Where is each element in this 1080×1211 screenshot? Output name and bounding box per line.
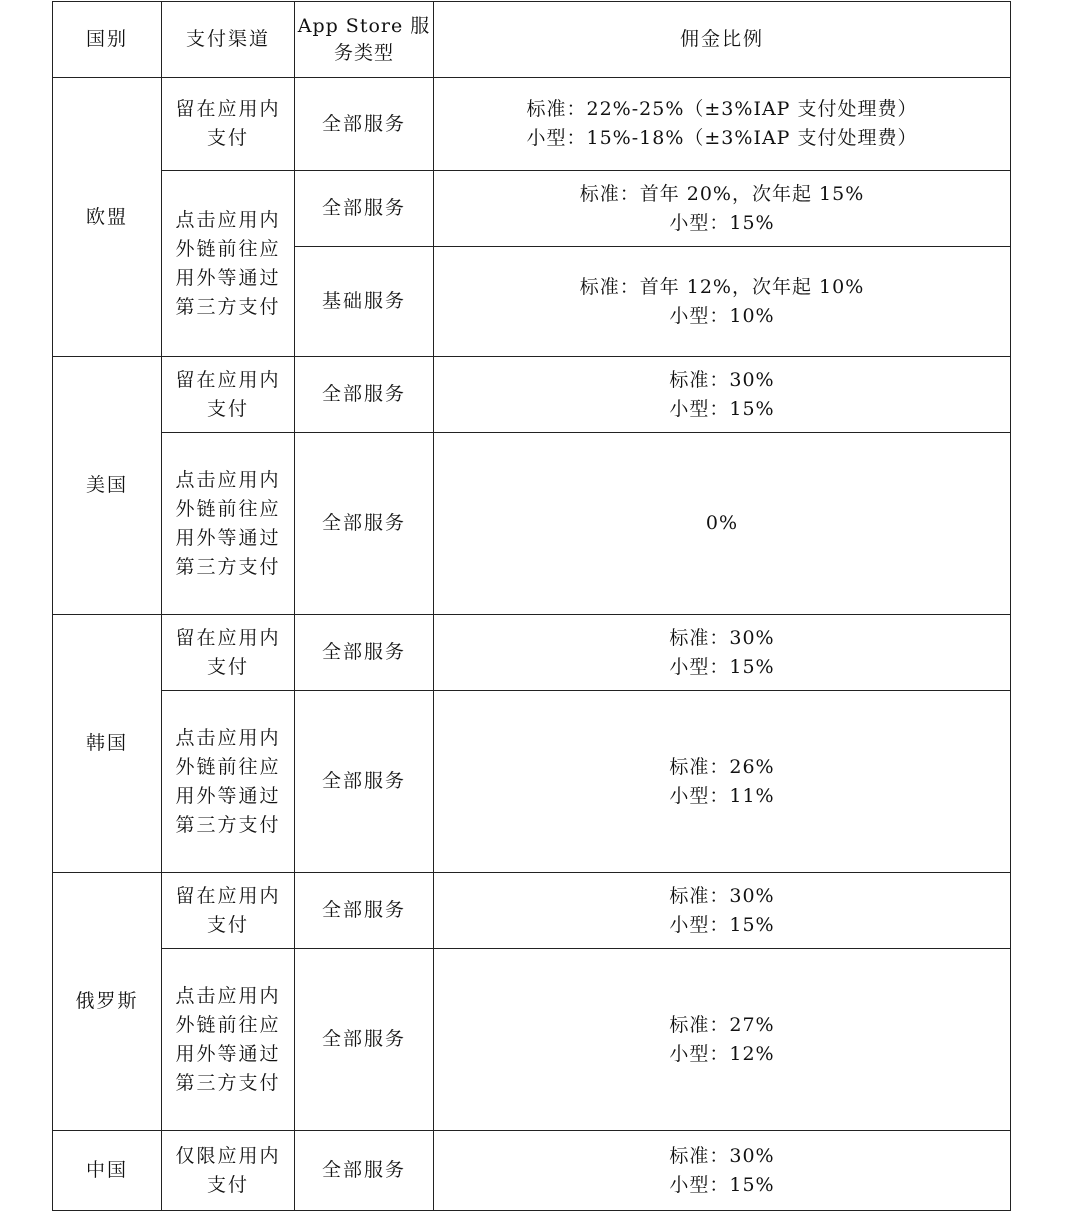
- channel-cell: 留在应用内 支付: [162, 873, 295, 949]
- service-cell: 全部服务: [295, 949, 434, 1131]
- table-row: [53, 873, 1011, 949]
- country-cell-china: 中国: [53, 1131, 162, 1211]
- service-cell: 全部服务: [295, 78, 434, 171]
- country-cell-korea: 韩国: [53, 615, 162, 873]
- channel-cell: 仅限应用内 支付: [162, 1131, 295, 1211]
- country-cell-eu: 欧盟: [53, 78, 162, 357]
- service-cell: 全部服务: [295, 691, 434, 873]
- table-row: [53, 357, 1011, 433]
- service-cell: 全部服务: [295, 357, 434, 433]
- service-cell: 全部服务: [295, 433, 434, 615]
- commission-cell: 标准：30% 小型：15%: [434, 873, 1011, 949]
- header-service-type: App Store 服 务类型: [295, 2, 434, 78]
- country-cell-russia: 俄罗斯: [53, 873, 162, 1131]
- table-row: [53, 78, 1011, 171]
- country-cell-us: 美国: [53, 357, 162, 615]
- commission-cell: 标准：首年 12%，次年起 10% 小型：10%: [434, 247, 1011, 357]
- channel-cell: 点击应用内 外链前往应 用外等通过 第三方支付: [162, 433, 295, 615]
- commission-cell: 标准：30% 小型：15%: [434, 357, 1011, 433]
- commission-cell: 标准：27% 小型：12%: [434, 949, 1011, 1131]
- channel-cell: 留在应用内 支付: [162, 357, 295, 433]
- commission-cell: 标准：首年 20%，次年起 15% 小型：15%: [434, 171, 1011, 247]
- table-row: [53, 691, 1011, 873]
- service-cell: 全部服务: [295, 615, 434, 691]
- table-row: [53, 949, 1011, 1131]
- service-cell: 全部服务: [295, 171, 434, 247]
- commission-cell: 标准：30% 小型：15%: [434, 1131, 1011, 1211]
- table-row: [53, 171, 1011, 247]
- service-cell: 全部服务: [295, 1131, 434, 1211]
- commission-cell: 0%: [434, 433, 1011, 615]
- channel-cell: 点击应用内 外链前往应 用外等通过 第三方支付: [162, 691, 295, 873]
- table-row: [53, 1131, 1011, 1211]
- commission-cell: 标准：30% 小型：15%: [434, 615, 1011, 691]
- channel-cell: 点击应用内 外链前往应 用外等通过 第三方支付: [162, 171, 295, 357]
- commission-table: [52, 1, 1011, 1211]
- header-channel: 支付渠道: [162, 2, 295, 78]
- table-row: [53, 615, 1011, 691]
- header-row: [53, 2, 1011, 78]
- header-country: 国别: [53, 2, 162, 78]
- channel-cell: 留在应用内 支付: [162, 615, 295, 691]
- header-commission: 佣金比例: [434, 2, 1011, 78]
- service-cell: 基础服务: [295, 247, 434, 357]
- channel-cell: 留在应用内 支付: [162, 78, 295, 171]
- commission-cell: 标准：26% 小型：11%: [434, 691, 1011, 873]
- commission-cell: 标准：22%-25%（±3%IAP 支付处理费） 小型：15%-18%（±3%IAP 支付处理费）: [434, 78, 1011, 171]
- channel-cell: 点击应用内 外链前往应 用外等通过 第三方支付: [162, 949, 295, 1131]
- service-cell: 全部服务: [295, 873, 434, 949]
- table-row: [53, 433, 1011, 615]
